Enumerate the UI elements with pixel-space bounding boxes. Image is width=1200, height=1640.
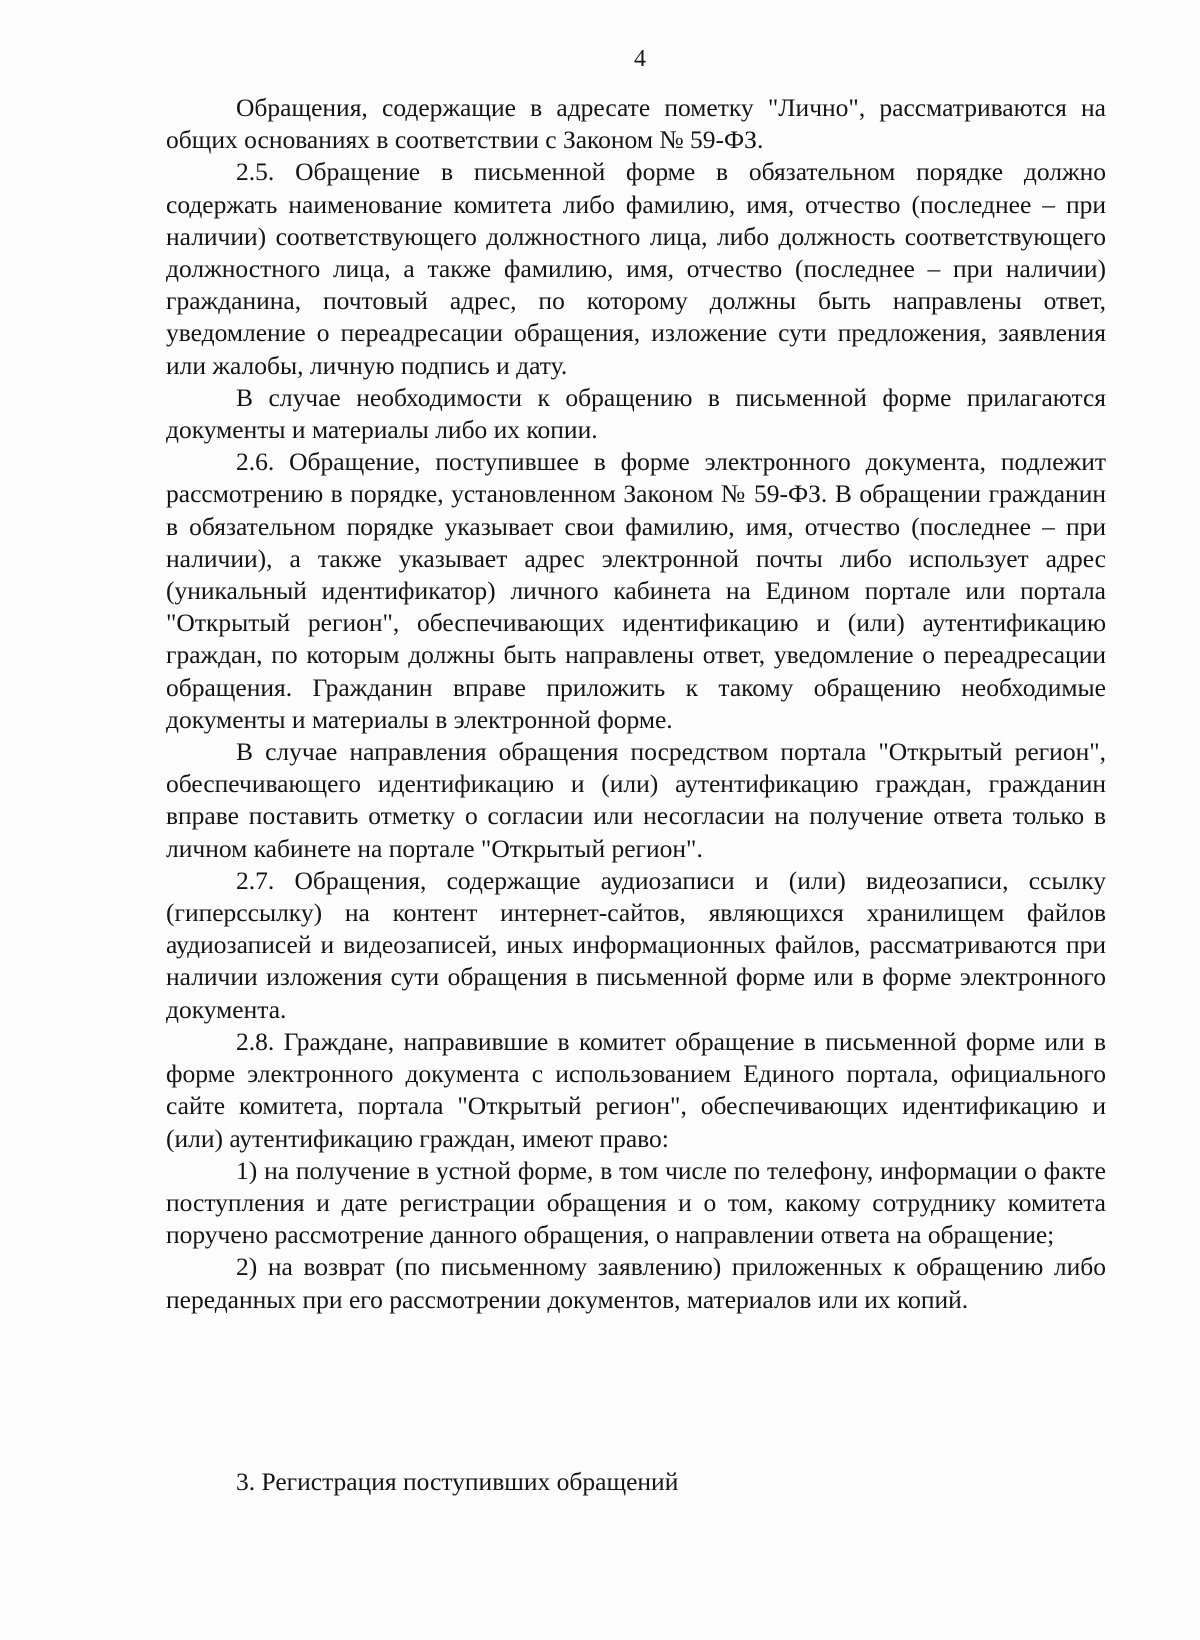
- page-number: 4: [634, 46, 646, 72]
- section-heading: 3. Регистрация поступивших обращений: [236, 1467, 679, 1496]
- paragraph-attachments: В случае необходимости к обращению в письменной форме прилагаются документы и материалы либо их копии.: [166, 382, 1106, 445]
- paragraph-2-7: 2.7. Обращения, содержащие аудиозаписи и (или) видеозаписи, ссылку (гиперссылку) на контент интернет-сайтов, являющихся хранилищем файлов аудиозаписей и видеозаписей, иных информационных файлов, рассматриваются при наличии изложения сути обращения в письменной форме или в форме электронного документа.: [166, 865, 1106, 1024]
- paragraph-personal-mark: Обращения, содержащие в адресате пометку "Лично", рассматриваются на общих основаниях в соответствии с Законом № 59-ФЗ.: [166, 93, 1106, 155]
- list-item-2: 2) на возврат (по письменному заявлению) приложенных к обращению либо переданных при его рассмотрении документов, материалов или их копий.: [166, 1252, 1106, 1314]
- document-body: [166, 92, 1106, 1316]
- list-item-1: 1) на получение в устной форме, в том числе по телефону, информации о факте поступления и дате регистрации обращения и о том, какому сотруднику комитета поручено рассмотрение данного обращения, о направлении ответа на обращение;: [166, 1155, 1106, 1250]
- paragraph-2-5: 2.5. Обращение в письменной форме в обязательном порядке должно содержать наименование комитета либо фамилию, имя, отчество (последнее – при наличии) соответствующего должностного лица, либо должность соответствующего должностного лица, а также фамилию, имя, отчество (последнее – при наличии) гражданина, почтовый адрес, по которому должны быть направлены ответ, уведомление о переадресации обращения, изложение сути предложения, заявления или жалобы, личную подпись и дату.: [166, 157, 1106, 380]
- paragraph-2-6: 2.6. Обращение, поступившее в форме электронного документа, подлежит рассмотрению в порядке, установленном Законом № 59-ФЗ. В обращении гражданин в обязательном порядке указывает свои фамилию, имя, отчество (последнее – при наличии), а также указывает адрес электронной почты либо использует адрес (уникальный идентификатор) личного кабинета на Едином портале или портала "Открытый регион", обеспечивающих идентификацию и (или) аутентификацию граждан, по которым должны быть направлены ответ, уведомление о переадресации обращения. Гражданин вправе приложить к такому обращению необходимые документы и материалы в электронной форме.: [166, 447, 1106, 734]
- paragraph-open-region: В случае направления обращения посредством портала "Открытый регион", обеспечивающего идентификацию и (или) аутентификацию граждан, гражданин вправе поставить отметку о согласии или несогласии на получение ответа только в личном кабинете на портале "Открытый регион".: [166, 737, 1106, 863]
- paragraph-2-8: 2.8. Граждане, направившие в комитет обращение в письменной форме или в форме электронного документа с использованием Единого портала, официального сайте комитета, портала "Открытый регион", обеспечивающих идентификацию и (или) аутентификацию граждан, имеют право:: [166, 1026, 1106, 1153]
